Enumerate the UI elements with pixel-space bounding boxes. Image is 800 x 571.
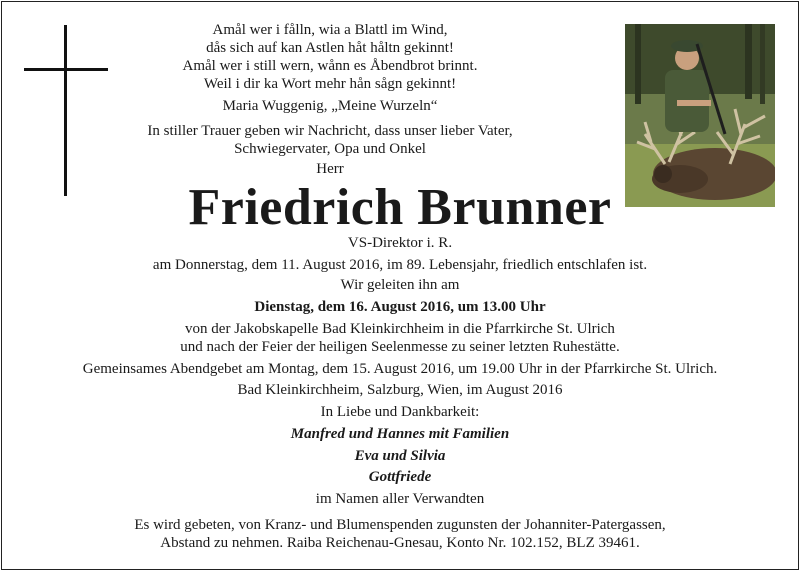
- evening-prayer: Gemeinsames Abendgebet am Montag, dem 15. August 2016, um 19.00 Uhr in der Pfarrkirche St. Ulrich.: [82, 361, 718, 377]
- announcement-line-2: Schwiegervater, Opa und Onkel: [234, 141, 426, 157]
- donation-line-1: Es wird gebeten, von Kranz- und Blumenspenden zugunsten der Johanniter-Patergassen,: [134, 517, 666, 533]
- funeral-date: Dienstag, dem 16. August 2016, um 13.00 Uhr: [254, 299, 546, 315]
- mourners-closing: im Namen aller Verwandten: [315, 491, 485, 507]
- deceased-name: Friedrich Brunner: [188, 179, 612, 236]
- poem-line: Amål wer i fålln, wia a Blattl im Wind,: [212, 22, 448, 38]
- poem-attribution: Maria Wuggenig, „Meine Wurzeln“: [222, 98, 438, 114]
- announcement-line-1: In stiller Trauer geben wir Nachricht, dass unser lieber Vater,: [147, 123, 513, 139]
- place-date: Bad Kleinkirchheim, Salzburg, Wien, im August 2016: [237, 382, 563, 398]
- deceased-title: VS-Direktor i. R.: [347, 235, 453, 251]
- mourners-intro: In Liebe und Dankbarkeit:: [320, 404, 480, 420]
- death-notice: am Donnerstag, dem 11. August 2016, im 89. Lebensjahr, friedlich entschlafen ist.: [152, 257, 648, 273]
- salutation: Herr: [316, 161, 344, 177]
- funeral-route-1: von der Jakobskapelle Bad Kleinkirchheim in die Pfarrkirche St. Ulrich: [185, 321, 615, 337]
- funeral-route-2: und nach der Feier der heiligen Seelenmesse zu seiner letzten Ruhestätte.: [180, 339, 620, 355]
- mourner-name: Gottfriede: [368, 469, 432, 485]
- mourner-name: Manfred und Hannes mit Familien: [290, 426, 510, 442]
- funeral-intro: Wir geleiten ihn am: [340, 277, 460, 293]
- mourner-name: Eva und Silvia: [354, 448, 446, 464]
- donation-line-2: Abstand zu nehmen. Raiba Reichenau-Gnesau, Konto Nr. 102.152, BLZ 39461.: [160, 535, 640, 551]
- poem-line: Amål wer i still wern, wånn es Åbendbrot brinnt.: [182, 58, 478, 74]
- poem-line: dås sich auf kan Astlen håt håltn gekinnt!: [206, 40, 454, 56]
- poem-line: Weil i dir ka Wort mehr hån sågn gekinnt!: [203, 76, 457, 92]
